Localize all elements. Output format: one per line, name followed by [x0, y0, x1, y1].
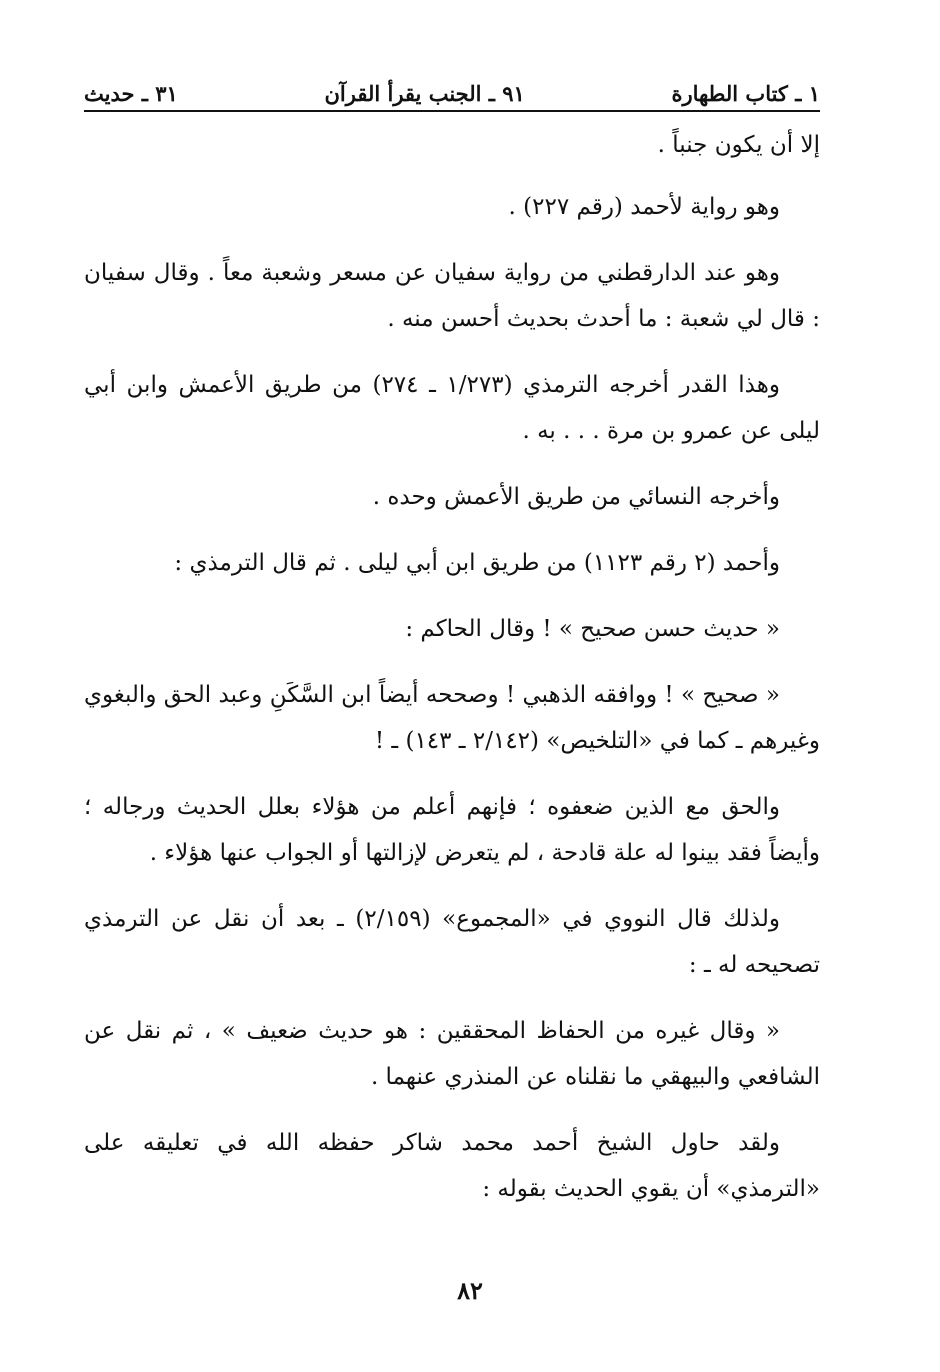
- header-divider: [84, 110, 820, 112]
- paragraph-10: ولذلك قال النووي في «المجموع» (٢/١٥٩) ـ بعد أن نقل عن الترمذي تصحيحه له ـ :: [84, 906, 820, 978]
- paragraph-5: وأخرجه النسائي من طريق الأعمش وحده .: [372, 484, 780, 510]
- body-text: [84, 122, 820, 1232]
- running-header: [84, 72, 820, 106]
- header-book-title: ١ ـ كتاب الطهارة: [671, 81, 820, 106]
- paragraph-4: وهذا القدر أخرجه الترمذي (١/٢٧٣ ـ ٢٧٤) من طريق الأعمش وابن أبي ليلى عن عمرو بن مرة . . . به .: [84, 372, 820, 444]
- paragraph-3: وهو عند الدارقطني من رواية سفيان عن مسعر وشعبة معاً . وقال سفيان : قال لي شعبة : ما أحدث بحديث أحسن منه .: [84, 260, 820, 332]
- paragraph-1: إلا أن يكون جنباً .: [657, 132, 820, 158]
- header-chapter-title: ٩١ ـ الجنب يقرأ القرآن: [324, 81, 525, 106]
- paragraph-2: وهو رواية لأحمد (رقم ٢٢٧) .: [508, 194, 780, 220]
- paragraph-9: والحق مع الذين ضعفوه ؛ فإنهم أعلم من هؤلاء بعلل الحديث ورجاله ؛ وأيضاً فقد بينوا له علة قادحة ، لم يتعرض لإزالتها أو الجواب عنها هؤلاء .: [84, 794, 820, 866]
- paragraph-6: وأحمد (٢ رقم ١١٢٣) من طريق ابن أبي ليلى . ثم قال الترمذي :: [174, 550, 780, 576]
- paragraph-7: « حديث حسن صحيح » ! وقال الحاكم :: [405, 616, 780, 642]
- page-number: ٨٢: [457, 1276, 483, 1305]
- paragraph-11: « وقال غيره من الحفاظ المحققين : هو حديث ضعيف » ، ثم نقل عن الشافعي والبيهقي ما نقلناه عن المنذري عنهما .: [84, 1018, 820, 1090]
- paragraph-12: ولقد حاول الشيخ أحمد محمد شاكر حفظه الله في تعليقه على «الترمذي» أن يقوي الحديث بقوله :: [84, 1130, 820, 1202]
- header-hadith-number: ٣١ ـ حديث: [84, 81, 178, 106]
- paragraph-8: « صحيح » ! ووافقه الذهبي ! وصححه أيضاً ابن السَّكَنِ وعبد الحق والبغوي وغيرهم ـ كما في «التلخيص» (٢/١٤٢ ـ ١٤٣) ـ !: [84, 682, 820, 754]
